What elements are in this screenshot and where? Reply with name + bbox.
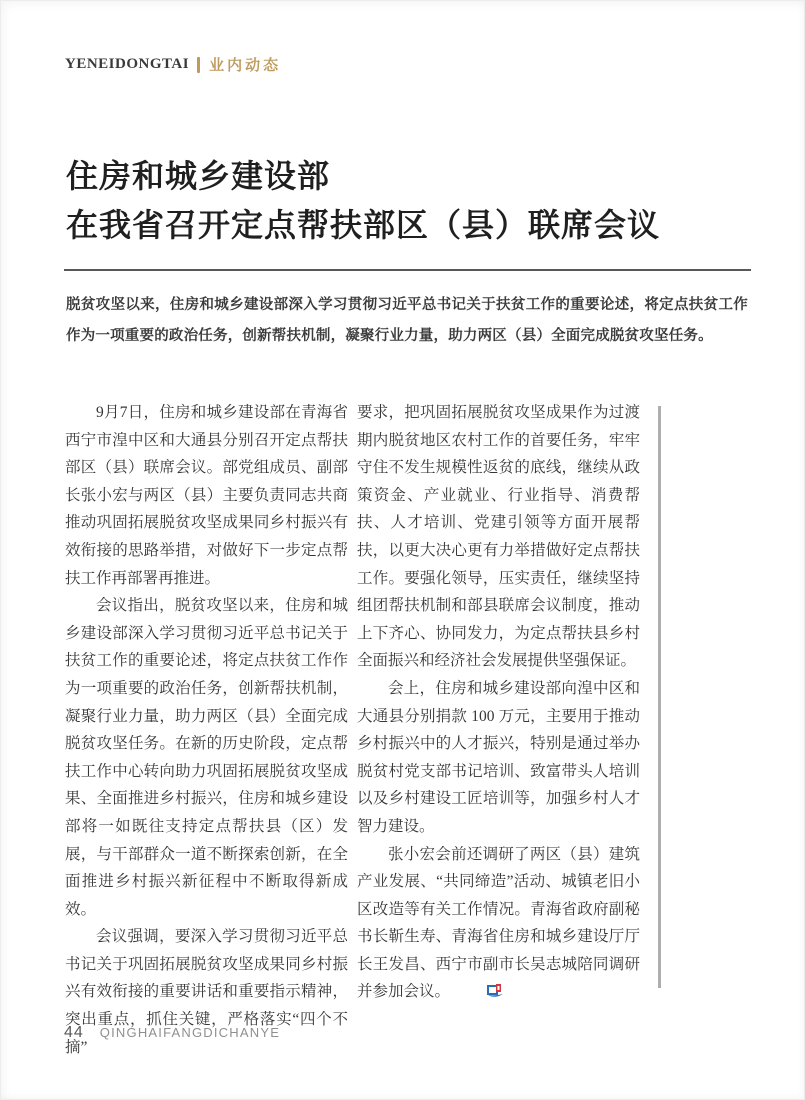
page-footer	[64, 1024, 280, 1042]
paragraph: 会议强调，要深入学习贯彻习近平总书记关于巩固拓展脱贫攻坚成果同乡村振兴有效衔接的重要讲话和重要指示精神，突出重点，抓住关键，严格落实“四个不摘”	[65, 928, 348, 1056]
article-title-line2: 在我省召开定点帮扶部区（县）联席会议	[66, 207, 661, 243]
section-header	[65, 54, 281, 75]
page-number: 44	[64, 1024, 84, 1041]
article-lede: 脱贫攻坚以来，住房和城乡建设部深入学习贯彻习近平总书记关于扶贫工作的重要论述，将定点扶贫工作作为一项重要的政治任务，创新帮扶机制，凝聚行业力量，助力两区（县）全面完成脱贫攻坚任务。	[66, 297, 748, 344]
paragraph-continuation: 要求，把巩固拓展脱贫攻坚成果作为过渡期内脱贫地区农村工作的首要任务，牢牢守住不发生规模性返贫的底线，继续从政策资金、产业就业、行业指导、消费帮扶、人才培训、党建引领等方面开展帮扶，以更大决心更有力举措做好定点帮扶工作。要强化领导，压实责任，继续坚持组团帮扶机制和部县联席会议制度，推动上下齐心、协同发力，为定点帮扶县乡村全面振兴和经济社会发展提供坚强保证。	[357, 404, 640, 670]
article-title-line1: 住房和城乡建设部	[66, 158, 331, 194]
header-divider-bar	[197, 57, 200, 73]
right-column	[357, 399, 640, 1011]
article-title	[66, 152, 660, 250]
section-name-pinyin: YENEIDONGTAI	[65, 56, 190, 72]
paragraph: 9月7日，住房和城乡建设部在青海省西宁市湟中区和大通县分别召开定点帮扶部区（县）联席会议。部党组成员、副部长张小宏与两区（县）主要负责同志共商推动巩固拓展脱贫攻坚成果同乡村振兴有效衔接的思路举措，对做好下一步定点帮扶工作再部署再推进。	[65, 404, 348, 587]
paragraph: 会议指出，脱贫攻坚以来，住房和城乡建设部深入学习贯彻习近平总书记关于扶贫工作的重要论述，将定点扶贫工作作为一项重要的政治任务，创新帮扶机制，凝聚行业力量，助力两区（县）全面完成脱贫攻坚任务。在新的历史阶段，定点帮扶工作中心转向助力巩固拓展脱贫攻坚成果、全面推进乡村振兴，住房和城乡建设部将一如既往支持定点帮扶县（区）发展，与干部群众一道不断探索创新，在全面推进乡村振兴新征程中不断取得新成效。	[65, 597, 348, 918]
section-name-chinese: 业内动态	[209, 58, 282, 74]
publication-logo-end-mark-icon	[456, 981, 504, 1009]
paragraph: 会上，住房和城乡建设部向湟中区和大通县分别捐款 100 万元，主要用于推动乡村振兴中的人才振兴，特别是通过举办脱贫村党支部书记培训、致富带头人培训以及乡村建设工匠培训等，加强乡村人才智力建设。	[357, 679, 640, 835]
title-divider-rule	[64, 269, 751, 271]
paragraph-text: 张小宏会前还调研了两区（县）建筑产业发展、“共同缔造”活动、城镇老旧小区改造等有关工作情况。青海省政府副秘书长靳生寿、青海省住房和城乡建设厅厅长王发昌、西宁市副市长吴志城陪同调研并参加会议。	[357, 845, 640, 1001]
journal-name: QINGHAIFANGDICHANYE	[99, 1025, 281, 1040]
column-rule	[658, 406, 661, 988]
paragraph	[357, 841, 640, 1010]
